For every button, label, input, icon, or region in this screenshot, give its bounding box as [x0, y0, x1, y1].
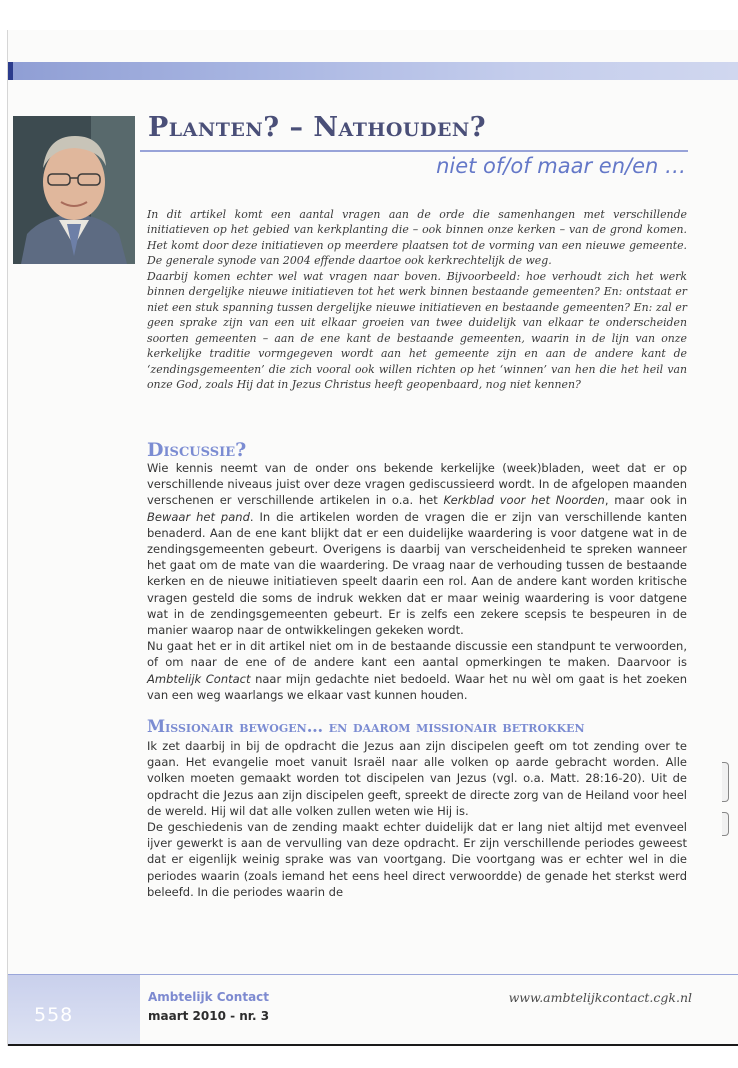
binder-clip — [722, 812, 729, 836]
author-portrait-image — [13, 116, 135, 264]
footer-page-block — [8, 975, 140, 1044]
article-subtitle: niet of/of maar en/en … — [436, 154, 686, 178]
header-band — [8, 62, 738, 80]
article-intro — [147, 207, 687, 392]
discussie-paragraph-1: Wie kennis neemt van de onder ons bekende kerkelijke (week)bladen, weet dat er op verschillende niveaus juist over deze vragen gediscussieerd wordt. In de afgelopen maanden verschenen er verschillende artikelen in o.a. het Kerkblad voor het Noorden, maar ook in Bewaar het pand. In die artikelen worden de vragen die er zijn van verschillende kanten benaderd. Aan de ene kant blijkt dat er een duidelijke waardering is voor datgene wat in de zendingsgemeenten gebeurt. Overigens is daarbij van verscheidenheid te spreken wanneer het gaat om de mate van die waardering. De vraag naar de verhouding tussen de bestaande kerken en de nieuwe initiatieven speelt daarin een rol. Aan de andere kant worden kritische vragen gesteld die soms de indruk wekken dat er maar weinig waardering is voor datgene wat in de zendingsgemeenten gebeurt. Er is zelfs een zekere scepsis te bespeuren in de manier waarop naar de ontwikkelingen gekeken wordt. — [147, 461, 687, 638]
article-title: Planten? – Nathouden? — [148, 112, 487, 143]
magazine-name: Ambtelijk Contact — [148, 990, 270, 1004]
section-missionair-body — [147, 738, 687, 900]
missionair-paragraph-1: Ik zet daarbij in bij de opdracht die Jezus aan zijn discipelen geeft om tot zending over te gaan. Het evangelie moet vanuit Israël naar alle volken op aarde gebracht worden. Alle volken moeten gemaakt worden tot discipelen van Jezus (vgl. o.a. Matt. 28:16-20). Uit de opdracht die Jezus aan zijn discipelen geeft, spreekt de directe zorg van de Heiland voor heel de wereld. Hij wil dat alle volken zullen weten wie Hij is. — [147, 739, 687, 818]
binder-clip — [722, 762, 729, 802]
page-number: 558 — [34, 1004, 74, 1026]
author-photo — [13, 116, 135, 264]
publication-name: Kerkblad voor het Noorden — [443, 493, 605, 508]
publication-name: Ambtelijk Contact — [147, 671, 251, 686]
section-heading-discussie: Discussie? — [147, 439, 247, 461]
intro-paragraph-1: In dit artikel komt een aantal vragen aan de orde die samenhangen met verschillende initiatieven op het gebied van kerkplanting die – ook binnen onze kerken – van de grond komen. Het komt door deze initiatieven op meerdere plaatsen tot de vorming van een nieuwe gemeente. De generale synode van 2004 effende daartoe ook kerkrechtelijk de weg. — [147, 208, 687, 268]
intro-paragraph-2: Daarbij komen echter wel wat vragen naar boven. Bijvoorbeeld: hoe verhoudt zich het werk binnen dergelijke nieuwe initiatieven tot het werk binnen bestaande gemeenten? En: ontstaat er niet een stuk spanning tussen dergelijke nieuwe initiatieven en bestaande gemeenten? En: zal er geen sprake zijn van een uit elkaar groeien van twee duidelijk van elkaar te onderscheiden soorten gemeenten – aan de ene kant de bestaande gemeenten, waarin in de lijn van onze kerkelijke traditie vormgegeven wordt aan het gemeente zijn en aan de andere kant de ‘zendingsgemeenten’ die zich vooral ook willen richten op het ‘winnen’ van hen die het heil van onze God, zoals Hij dat in Jezus Christus heeft geopenbaard, nog niet kennen? — [147, 269, 687, 391]
publication-name: Bewaar het pand — [147, 509, 250, 524]
scan-margin — [0, 1046, 738, 1068]
section-heading-missionair: Missionair bewogen… en daarom missionair betrokken — [147, 717, 585, 736]
website-url: www.ambtelijkcontact.cgk.nl — [508, 990, 692, 1005]
missionair-paragraph-2: De geschiedenis van de zending maakt echter duidelijk dat er lang niet altijd met evenveel ijver gewerkt is aan de vervulling van deze opdracht. Er zijn verschillende periodes geweest dat er eigenlijk weinig sprake was van voortgang. Die voortgang was er echter wel in die periodes waarin (zoals iemand het eens heel direct verwoordde) de genade het sterkst werd beleefd. In die periodes waarin de — [147, 820, 687, 899]
title-divider — [140, 150, 688, 152]
section-discussie-body — [147, 460, 687, 703]
discussie-paragraph-2: Nu gaat het er in dit artikel niet om in de bestaande discussie een standpunt te verwoorden, of om naar de ene of de andere kant een aantal opmerkingen te maken. Daarvoor is Ambtelijk Contact naar mijn gedachte niet bedoeld. Waar het nu wèl om gaat is het zoeken van een weg waarlangs we elkaar vast kunnen houden. — [147, 639, 687, 702]
header-band-marker — [8, 62, 13, 80]
issue-info: maart 2010 - nr. 3 — [148, 1009, 270, 1023]
